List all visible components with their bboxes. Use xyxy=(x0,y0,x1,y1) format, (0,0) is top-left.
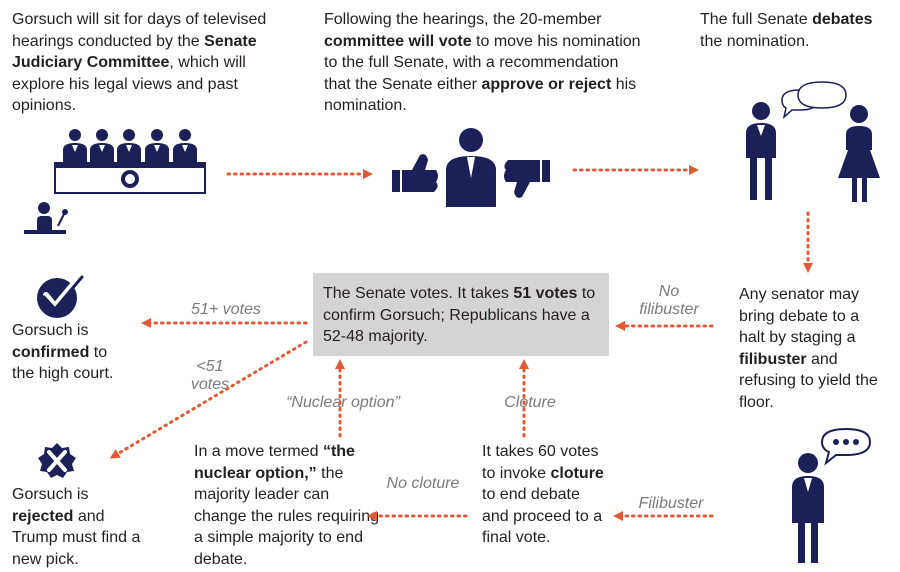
label-less-than-51-votes: <51 votes xyxy=(190,358,230,393)
speaking-senator-icon xyxy=(792,429,870,563)
senator-thumbs-icon xyxy=(392,128,550,207)
label-filibuster: Filibuster xyxy=(638,495,704,512)
label-nuclear-option: “Nuclear option” xyxy=(286,394,400,411)
arrow-less-than-51 xyxy=(114,342,306,456)
senate-votes-text: The Senate votes. It takes 51 votes to confirm Gorsuch; Republicans have a 52-48 majority. xyxy=(323,285,596,345)
filibuster-text: Any senator may bring debate to a halt by staging a filibuster and refusing to yield the floor. xyxy=(739,286,878,411)
cloture-text: It takes 60 votes to invoke cloture to end debate and proceed to a final vote. xyxy=(482,443,604,546)
debating-couple-icon xyxy=(746,82,880,202)
committee-vote-text: Following the hearings, the 20-member committee will vote to move his nomination to the full Senate, with a recommendation that the Senate either approve or reject his nomination. xyxy=(324,11,641,114)
witness-at-desk-icon xyxy=(24,202,68,234)
label-cloture: Cloture xyxy=(504,394,556,411)
hearings-text: Gorsuch will sit for days of televised hearings conducted by the Senate Judiciary Committee, which will explore his legal views and past opinions. xyxy=(12,11,267,114)
x-seal-icon xyxy=(38,443,76,478)
checkmark-seal-icon xyxy=(37,277,82,318)
label-no-filibuster: No filibuster xyxy=(639,283,699,318)
senate-debate-text: The full Senate debates the nomination. xyxy=(700,11,873,50)
committee-panel-icon xyxy=(55,129,205,193)
label-no-cloture: No cloture xyxy=(386,475,460,492)
rejected-text: Gorsuch is rejected and Trump must find a new pick. xyxy=(12,486,141,568)
nuclear-option-text: In a move termed “the nuclear option,” the majority leader can change the rules requiring a simple majority to end debate. xyxy=(194,443,380,568)
label-51-plus-votes: 51+ votes xyxy=(191,301,261,318)
confirmed-text: Gorsuch is confirmed to the high court. xyxy=(12,322,114,382)
